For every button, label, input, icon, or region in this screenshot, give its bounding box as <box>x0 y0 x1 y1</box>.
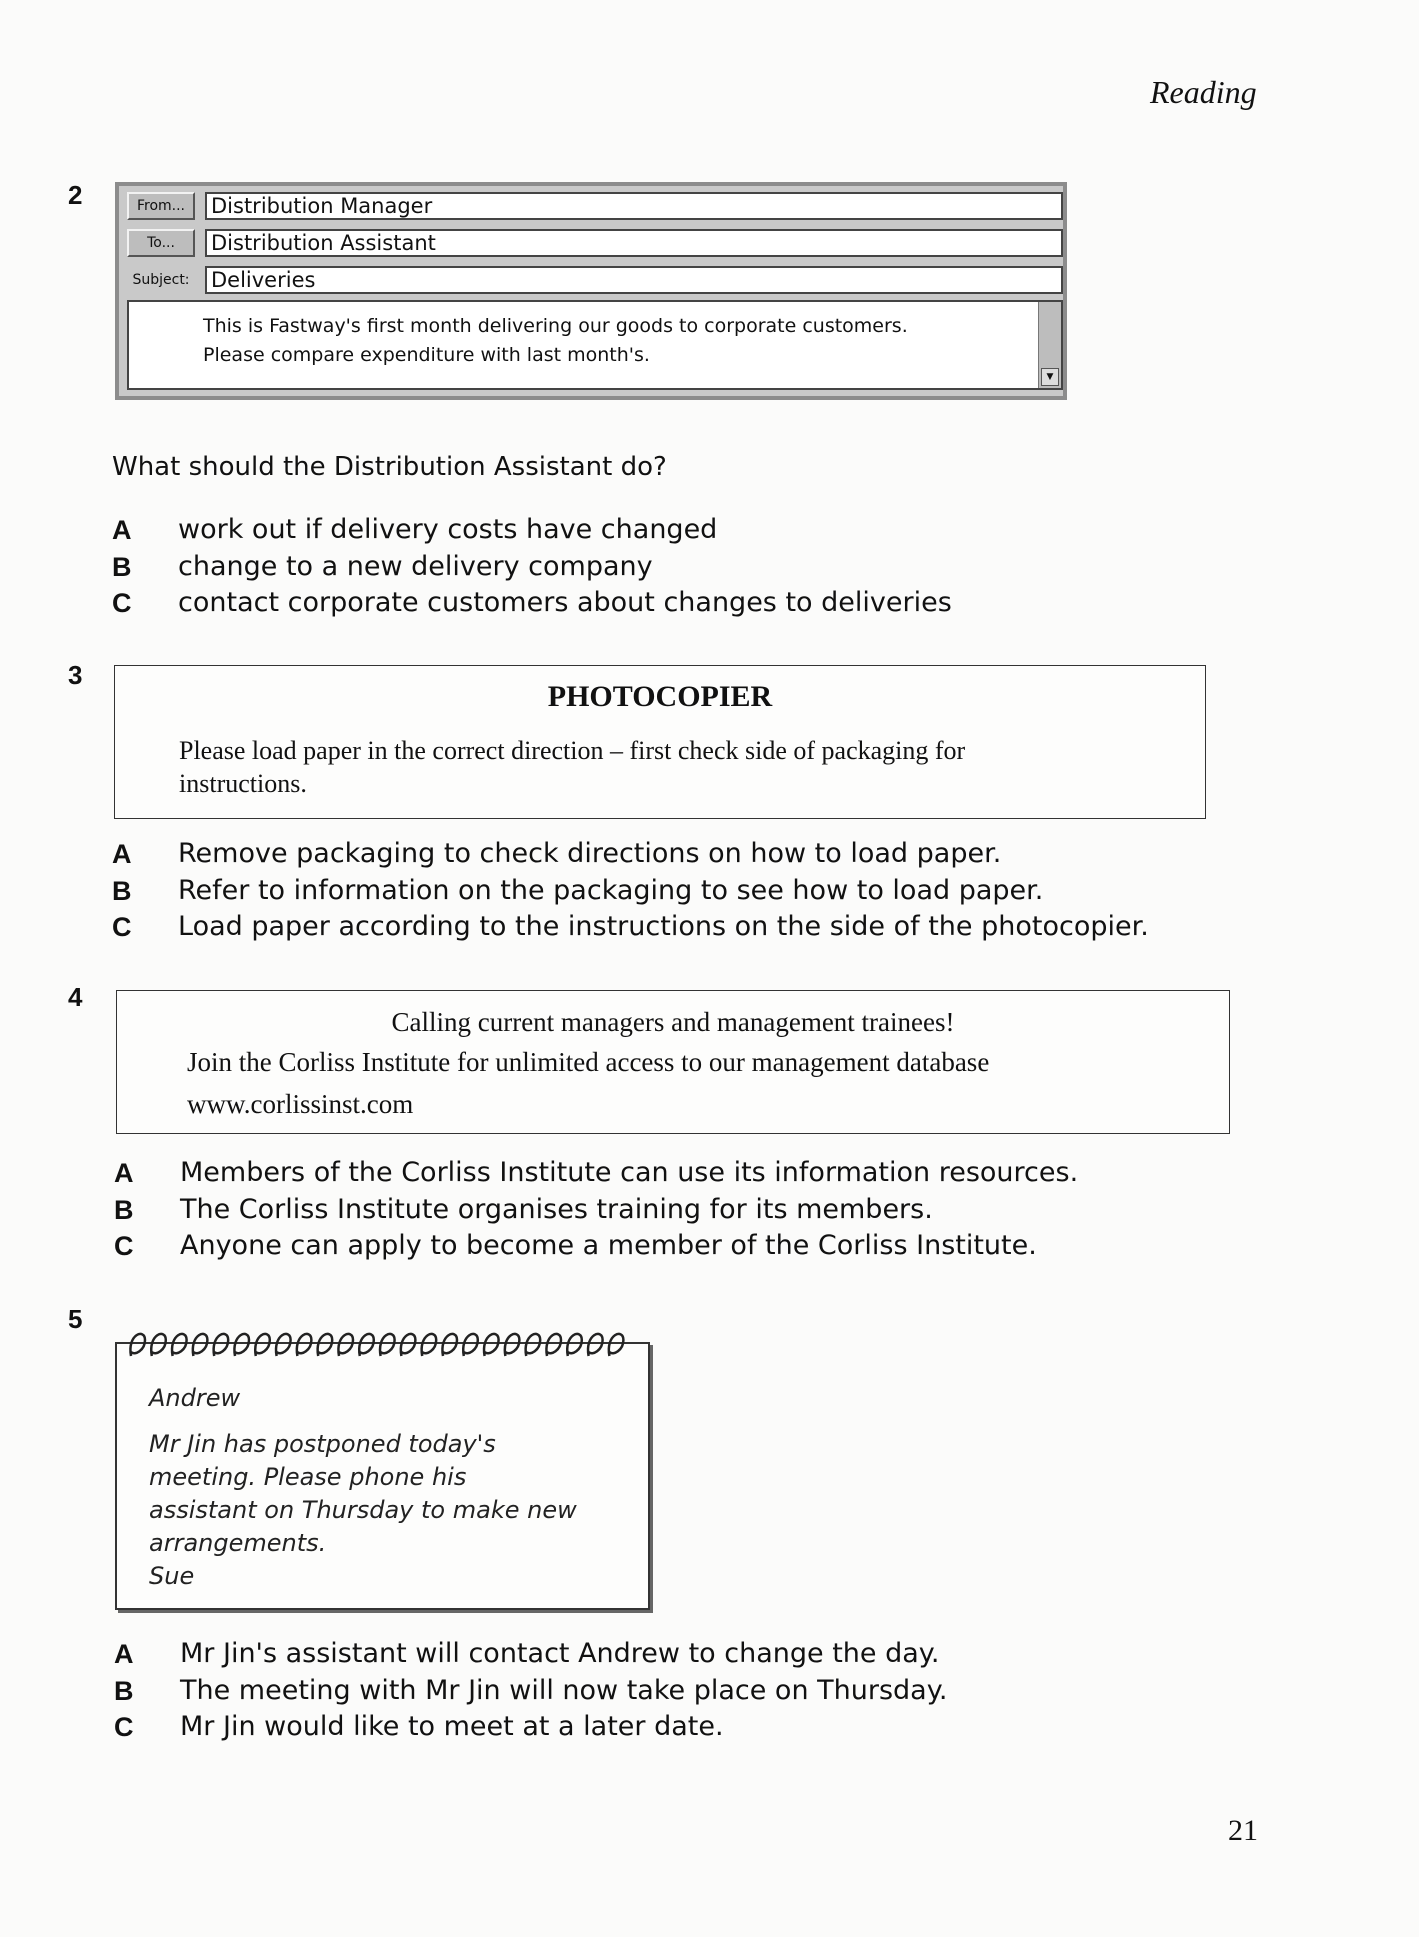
option-a[interactable]: A work out if delivery costs have changed <box>112 514 718 545</box>
from-row <box>127 192 1063 220</box>
running-header: Reading <box>1150 74 1257 110</box>
question-4-options <box>114 1155 1078 1265</box>
note-line-4: arrangements. <box>149 1529 327 1557</box>
notice-line-1: Please load paper in the correct direction – first check side of packaging for <box>179 736 966 765</box>
option-b[interactable]: B The Corliss Institute organises training for its members. <box>114 1193 933 1225</box>
photocopier-notice <box>114 665 1206 819</box>
subject-field[interactable]: Deliveries <box>205 266 1063 294</box>
scroll-down-arrow-icon[interactable]: ▼ <box>1041 368 1059 386</box>
option-c[interactable]: C contact corporate customers about changes to deliveries <box>112 587 952 618</box>
advert-url[interactable]: www.corlissinst.com <box>187 1089 414 1119</box>
option-c[interactable]: C Mr Jin would like to meet at a later date. <box>114 1711 724 1742</box>
email-body[interactable] <box>127 300 1063 390</box>
note-line-2: meeting. Please phone his <box>149 1463 467 1491</box>
from-button[interactable]: From... <box>127 192 195 220</box>
notice-title: PHOTOCOPIER <box>547 680 773 713</box>
corliss-advert <box>116 990 1230 1134</box>
question-2-stem: What should the Distribution Assistant do? <box>112 452 667 482</box>
question-number-4: 4 <box>68 982 83 1012</box>
to-field[interactable]: Distribution Assistant <box>205 229 1063 257</box>
option-a[interactable]: A Members of the Corliss Institute can use its information resources. <box>114 1157 1079 1188</box>
page-number: 21 <box>1228 1814 1258 1847</box>
spiral-binding-icon <box>125 1326 645 1366</box>
question-number-3: 3 <box>68 660 83 690</box>
notice-line-2: instructions. <box>179 769 307 798</box>
option-a[interactable]: A Remove packaging to check directions on how to load paper. <box>112 838 1002 869</box>
question-5-options <box>114 1636 947 1746</box>
question-2-options <box>112 512 952 622</box>
option-b[interactable]: B change to a new delivery company <box>112 550 653 582</box>
scrollbar[interactable] <box>1038 302 1061 388</box>
question-number-2: 2 <box>68 180 83 210</box>
from-field[interactable]: Distribution Manager <box>205 192 1063 220</box>
to-button[interactable]: To... <box>127 229 195 257</box>
email-body-line-2: Please compare expenditure with last month's. <box>203 344 650 366</box>
to-row <box>127 229 1063 257</box>
option-c[interactable]: C Anyone can apply to become a member of the Corliss Institute. <box>114 1230 1037 1261</box>
option-c[interactable]: C Load paper according to the instructions on the side of the photocopier. <box>112 911 1149 942</box>
option-b[interactable]: B The meeting with Mr Jin will now take place on Thursday. <box>114 1674 948 1706</box>
option-a[interactable]: A Mr Jin's assistant will contact Andrew to change the day. <box>114 1638 940 1669</box>
notice-text <box>179 734 965 800</box>
email-body-line-1: This is Fastway's first month delivering our goods to corporate customers. <box>203 315 908 337</box>
subject-label: Subject: <box>132 272 190 288</box>
note-sender: Sue <box>149 1562 195 1590</box>
advert-line-1: Calling current managers and management trainees! <box>391 1007 955 1037</box>
subject-row <box>127 266 1063 294</box>
note-line-1: Mr Jin has postponed today's <box>149 1430 496 1458</box>
notepad <box>115 1342 650 1610</box>
email-window <box>115 182 1067 400</box>
option-b[interactable]: B Refer to information on the packaging to see how to load paper. <box>112 874 1044 906</box>
question-3-options <box>112 836 1149 946</box>
note-message <box>149 1428 577 1593</box>
question-number-5: 5 <box>68 1304 83 1334</box>
advert-line-2: Join the Corliss Institute for unlimited access to our management database <box>187 1047 990 1077</box>
note-line-3: assistant on Thursday to make new <box>149 1496 577 1524</box>
note-recipient: Andrew <box>149 1384 241 1412</box>
